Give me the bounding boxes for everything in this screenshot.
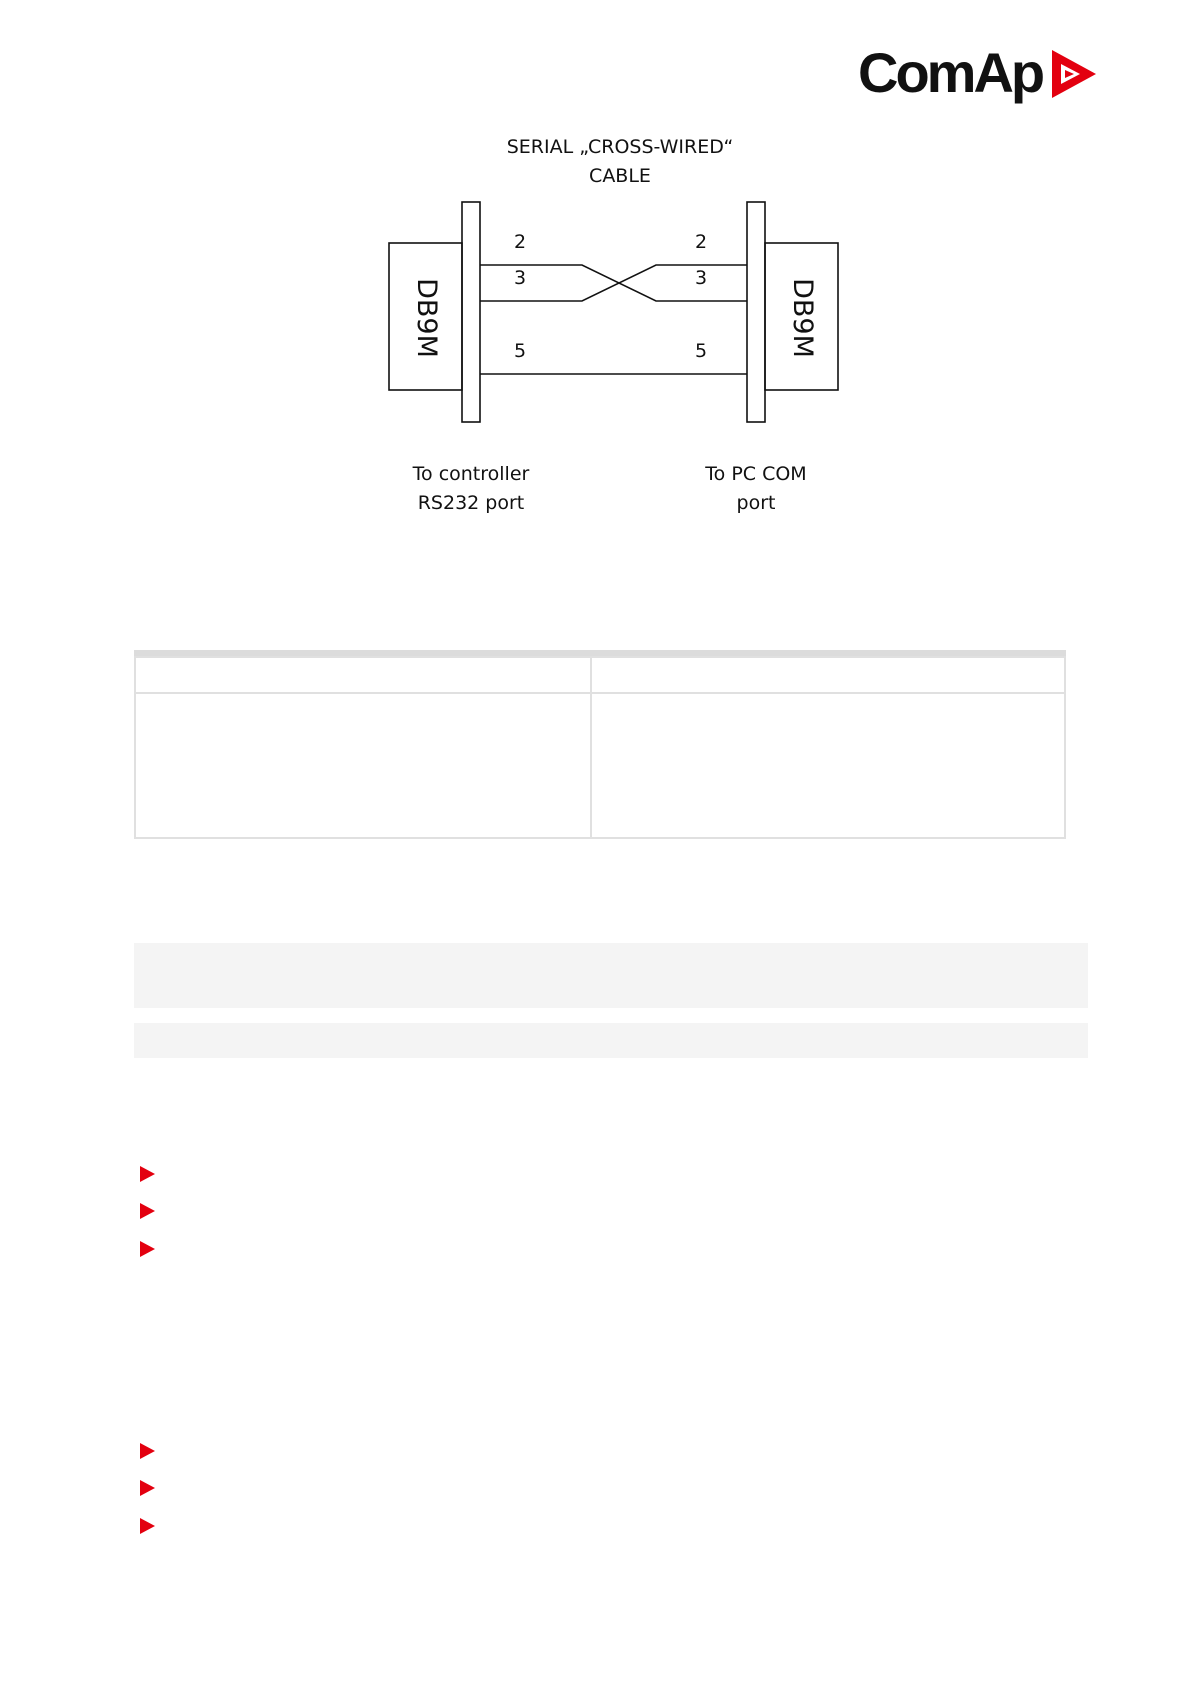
right-caption-line2: port — [736, 492, 776, 514]
pin-left-2: 2 — [513, 231, 527, 253]
bullet-arrow-icon — [140, 1443, 155, 1459]
pin-left-3: 3 — [513, 267, 527, 289]
bullet-arrow-icon — [140, 1480, 155, 1496]
left-caption-line2: RS232 port — [417, 492, 525, 514]
comap-logo — [858, 40, 1098, 110]
comap-arrow-icon — [1050, 48, 1098, 100]
pin-right-3: 3 — [694, 267, 708, 289]
pin-right-2: 2 — [694, 231, 708, 253]
bullet-arrow-icon — [140, 1166, 155, 1182]
note-band-1 — [134, 943, 1088, 1008]
left-connector-label: DB9M — [411, 278, 442, 358]
left-connector-flange — [462, 202, 480, 422]
bullet-arrow-icon — [140, 1518, 155, 1534]
table-header-cell-1 — [134, 656, 592, 694]
bullet-arrow-icon — [140, 1241, 155, 1257]
pin-left-5: 5 — [513, 340, 527, 362]
right-caption-line1: To PC COM — [705, 463, 807, 485]
table-body-cell-1 — [134, 692, 592, 839]
diagram-title-line1: SERIAL „CROSS-WIRED“ — [506, 136, 734, 158]
info-table — [134, 650, 1066, 839]
table-body-cell-2 — [590, 692, 1066, 839]
left-caption-line1: To controller — [412, 463, 530, 485]
note-band-2 — [134, 1023, 1088, 1058]
right-connector-label: DB9M — [787, 278, 818, 358]
table-header-cell-2 — [590, 656, 1066, 694]
right-connector-flange — [747, 202, 765, 422]
pin-right-5: 5 — [694, 340, 708, 362]
logo-wordmark: ComAp — [858, 41, 1043, 104]
diagram-title-line2: CABLE — [589, 165, 651, 187]
cable-wiring-diagram — [380, 125, 850, 525]
bullet-arrow-icon — [140, 1203, 155, 1219]
